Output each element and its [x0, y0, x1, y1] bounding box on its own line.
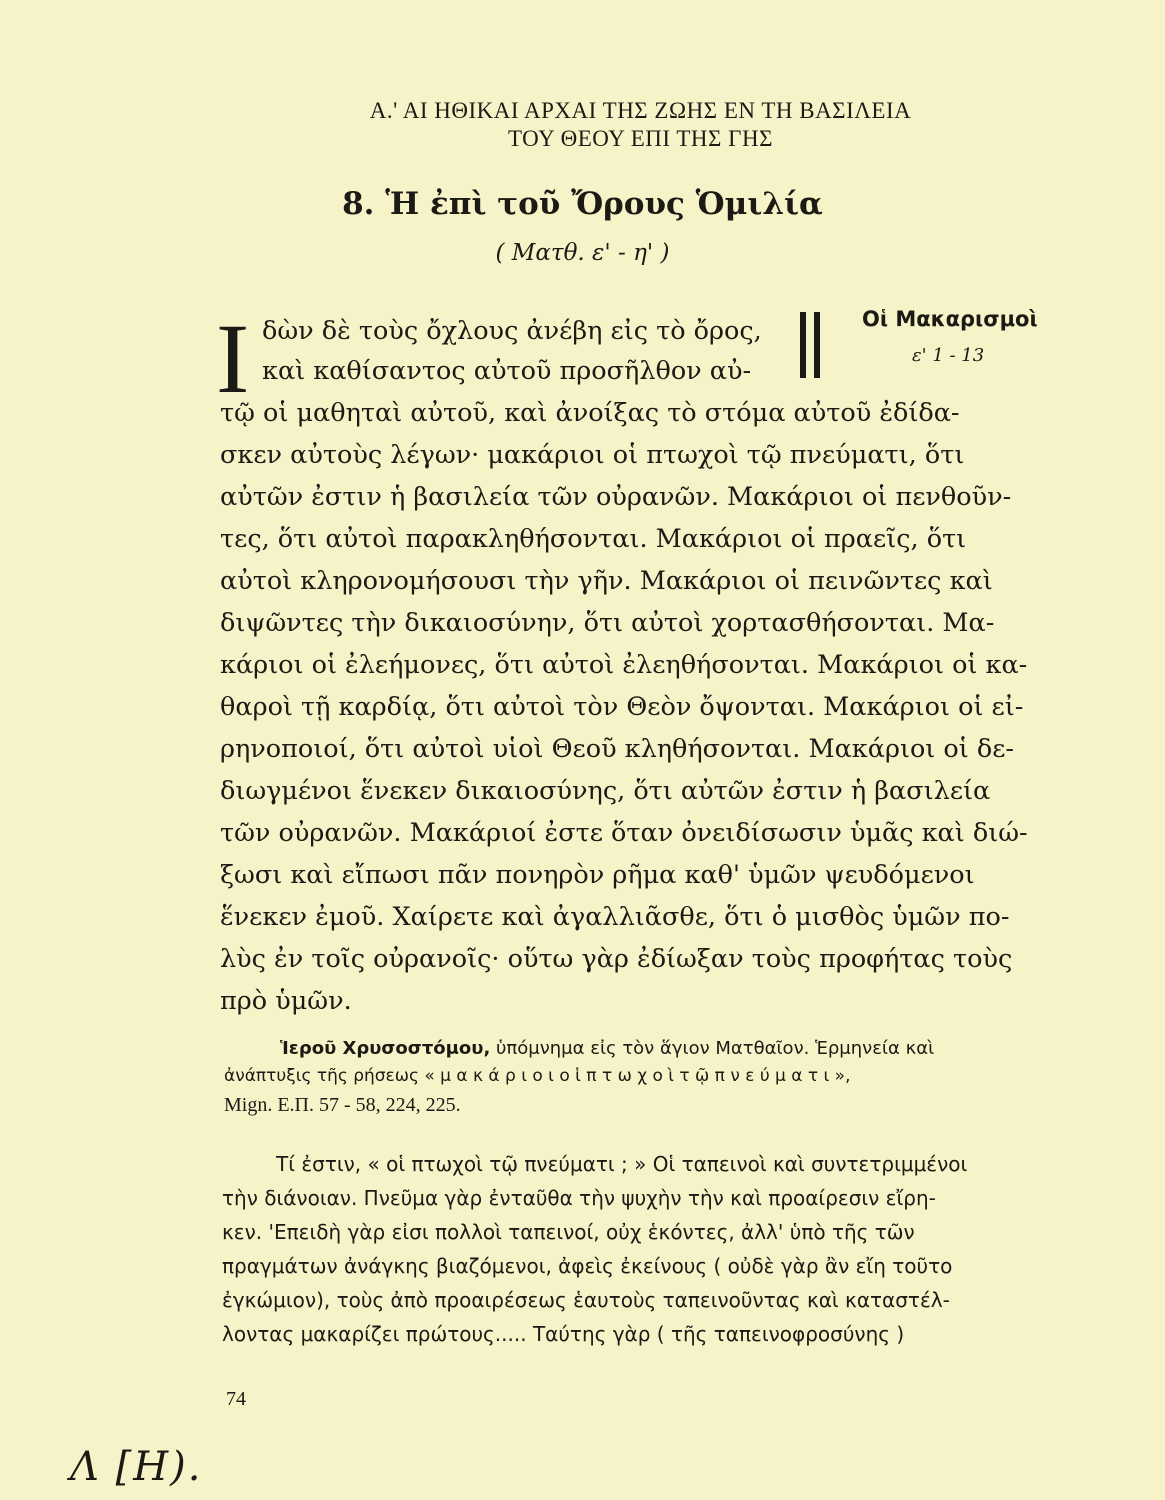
- divider-bar-left: [800, 312, 806, 378]
- gospel-line: ξωσι καὶ εἴπωσι πᾶν πονηρὸν ρῆμα καθ' ὑμῶν ψευδόμενοι: [220, 860, 975, 890]
- gospel-line: τες, ὅτι αὐτοὶ παρακληθήσονται. Μακάριοι οἱ πραεῖς, ὅτι: [220, 524, 967, 554]
- gospel-line: ἕνεκεν ἐμοῦ. Χαίρετε καὶ ἀγαλλιᾶσθε, ὅτι ὁ μισθὸς ὑμῶν πο-: [220, 902, 1010, 932]
- page-number: 74: [226, 1388, 246, 1410]
- section-header-line-1: Α.' ΑΙ ΗΘΙΚΑΙ ΑΡΧΑΙ ΤΗΣ ΖΩΗΣ ΕΝ ΤΗ ΒΑΣΙΛΕΙΑ: [369, 98, 912, 123]
- gospel-line: τῷ οἱ μαθηταὶ αὐτοῦ, καὶ ἀνοίξας τὸ στόμα αὐτοῦ ἐδίδα-: [220, 398, 960, 428]
- citation-line-2: ἀνάπτυξις τῆς ρήσεως « μ α κ ά ρ ι ο ι ο ἱ π τ ω χ ο ὶ τ ῷ π ν ε ύ μ α τ ι »,: [224, 1066, 851, 1086]
- section-header-line-2: ΤΟΥ ΘΕΟΥ ΕΠΙ ΤΗΣ ΓΗΣ: [508, 126, 773, 151]
- gospel-line: διωγμένοι ἕνεκεν δικαιοσύνης, ὅτι αὐτῶν ἐστιν ἡ βασιλεία: [220, 776, 991, 806]
- gospel-line: αὐτῶν ἐστιν ἡ βασιλεία τῶν οὐρανῶν. Μακάριοι οἱ πενθοῦν-: [220, 482, 1012, 512]
- gospel-line: δὼν δὲ τοὺς ὄχλους ἀνέβη εἰς τὸ ὄρος,: [262, 316, 762, 346]
- citation-line-3: Mign. Ε.Π. 57 - 58, 224, 225.: [224, 1094, 461, 1116]
- gospel-line: τῶν οὐρανῶν. Μακάριοί ἐστε ὅταν ὀνειδίσωσιν ὑμᾶς καὶ διώ-: [220, 818, 1028, 848]
- gospel-line: θαροὶ τῇ καρδίᾳ, ὅτι αὐτοὶ τὸν Θεὸν ὄψονται. Μακάριοι οἱ εἰ-: [220, 692, 1024, 722]
- gospel-line: λὺς ἐν τοῖς οὐρανοῖς· οὕτω γὰρ ἐδίωξαν τοὺς προφήτας τοὺς: [220, 944, 1013, 974]
- chapter-title: 8. Ἡ ἐπὶ τοῦ Ὄρους Ὁμιλία: [342, 186, 823, 222]
- citation-work: ὑπόμνημα εἰς τὸν ἅγιον Ματθαῖον. Ἑρμηνεία καὶ: [490, 1038, 935, 1059]
- commentary-line: κεν. 'Επειδὴ γὰρ εἰσι πολλοὶ ταπεινοί, οὐχ ἑκόντες, ἀλλ' ὑπὸ τῆς τῶν: [222, 1220, 915, 1244]
- citation-line-1: [280, 1038, 934, 1059]
- drop-cap: Ι: [216, 303, 250, 414]
- citation-author: Ἱεροῦ Χρυσοστόμου,: [280, 1038, 491, 1059]
- gospel-line: διψῶντες τὴν δικαιοσύνην, ὅτι αὐτοὶ χορτασθήσονται. Μα-: [220, 608, 995, 638]
- commentary-line: Τί ἐστιν, « οἱ πτωχοὶ τῷ πνεύματι ; » Οἱ ταπεινοὶ καὶ συντετριμμένοι: [276, 1152, 968, 1176]
- commentary-line: πραγμάτων ἀνάγκης βιαζόμενοι, ἀφεὶς ἐκείνους ( οὐδὲ γὰρ ἂν εἴη τοῦτο: [222, 1254, 953, 1278]
- gospel-line: ρηνοποιοί, ὅτι αὐτοὶ υἱοὶ Θεοῦ κληθήσονται. Μακάριοι οἱ δε-: [220, 734, 1015, 764]
- scripture-reference: ( Ματθ. ε' - η' ): [495, 240, 670, 266]
- handwritten-note: Λ [Η).: [70, 1444, 203, 1490]
- commentary-line: ἐγκώμιον), τοὺς ἀπὸ προαιρέσεως ἑαυτοὺς ταπεινοῦντας καὶ καταστέλ-: [222, 1288, 950, 1312]
- gospel-line: πρὸ ὑμῶν.: [220, 986, 352, 1016]
- sidenote-title: Οἱ Μακαρισμοὶ: [862, 307, 1038, 331]
- gospel-line: κάριοι οἱ ἐλεήμονες, ὅτι αὐτοὶ ἐλεηθήσονται. Μακάριοι οἱ κα-: [220, 650, 1028, 680]
- commentary-line: λοντας μακαρίζει πρώτους..... Ταύτης γὰρ ( τῆς ταπεινοφροσύνης ): [222, 1322, 905, 1346]
- gospel-line: καὶ καθίσαντος αὐτοῦ προσῆλθον αὐ-: [262, 356, 752, 386]
- gospel-line: σκεν αὐτοὺς λέγων· μακάριοι οἱ πτωχοὶ τῷ πνεύματι, ὅτι: [220, 440, 965, 470]
- commentary-line: τὴν διάνοιαν. Πνεῦμα γὰρ ἐνταῦθα τὴν ψυχὴν τὴν καὶ προαίρεσιν εἴρη-: [222, 1186, 936, 1210]
- divider-bar-right: [814, 312, 820, 378]
- sidenote-reference: ε' 1 - 13: [912, 345, 985, 366]
- gospel-line: αὐτοὶ κληρονομήσουσι τὴν γῆν. Μακάριοι οἱ πεινῶντες καὶ: [220, 566, 993, 596]
